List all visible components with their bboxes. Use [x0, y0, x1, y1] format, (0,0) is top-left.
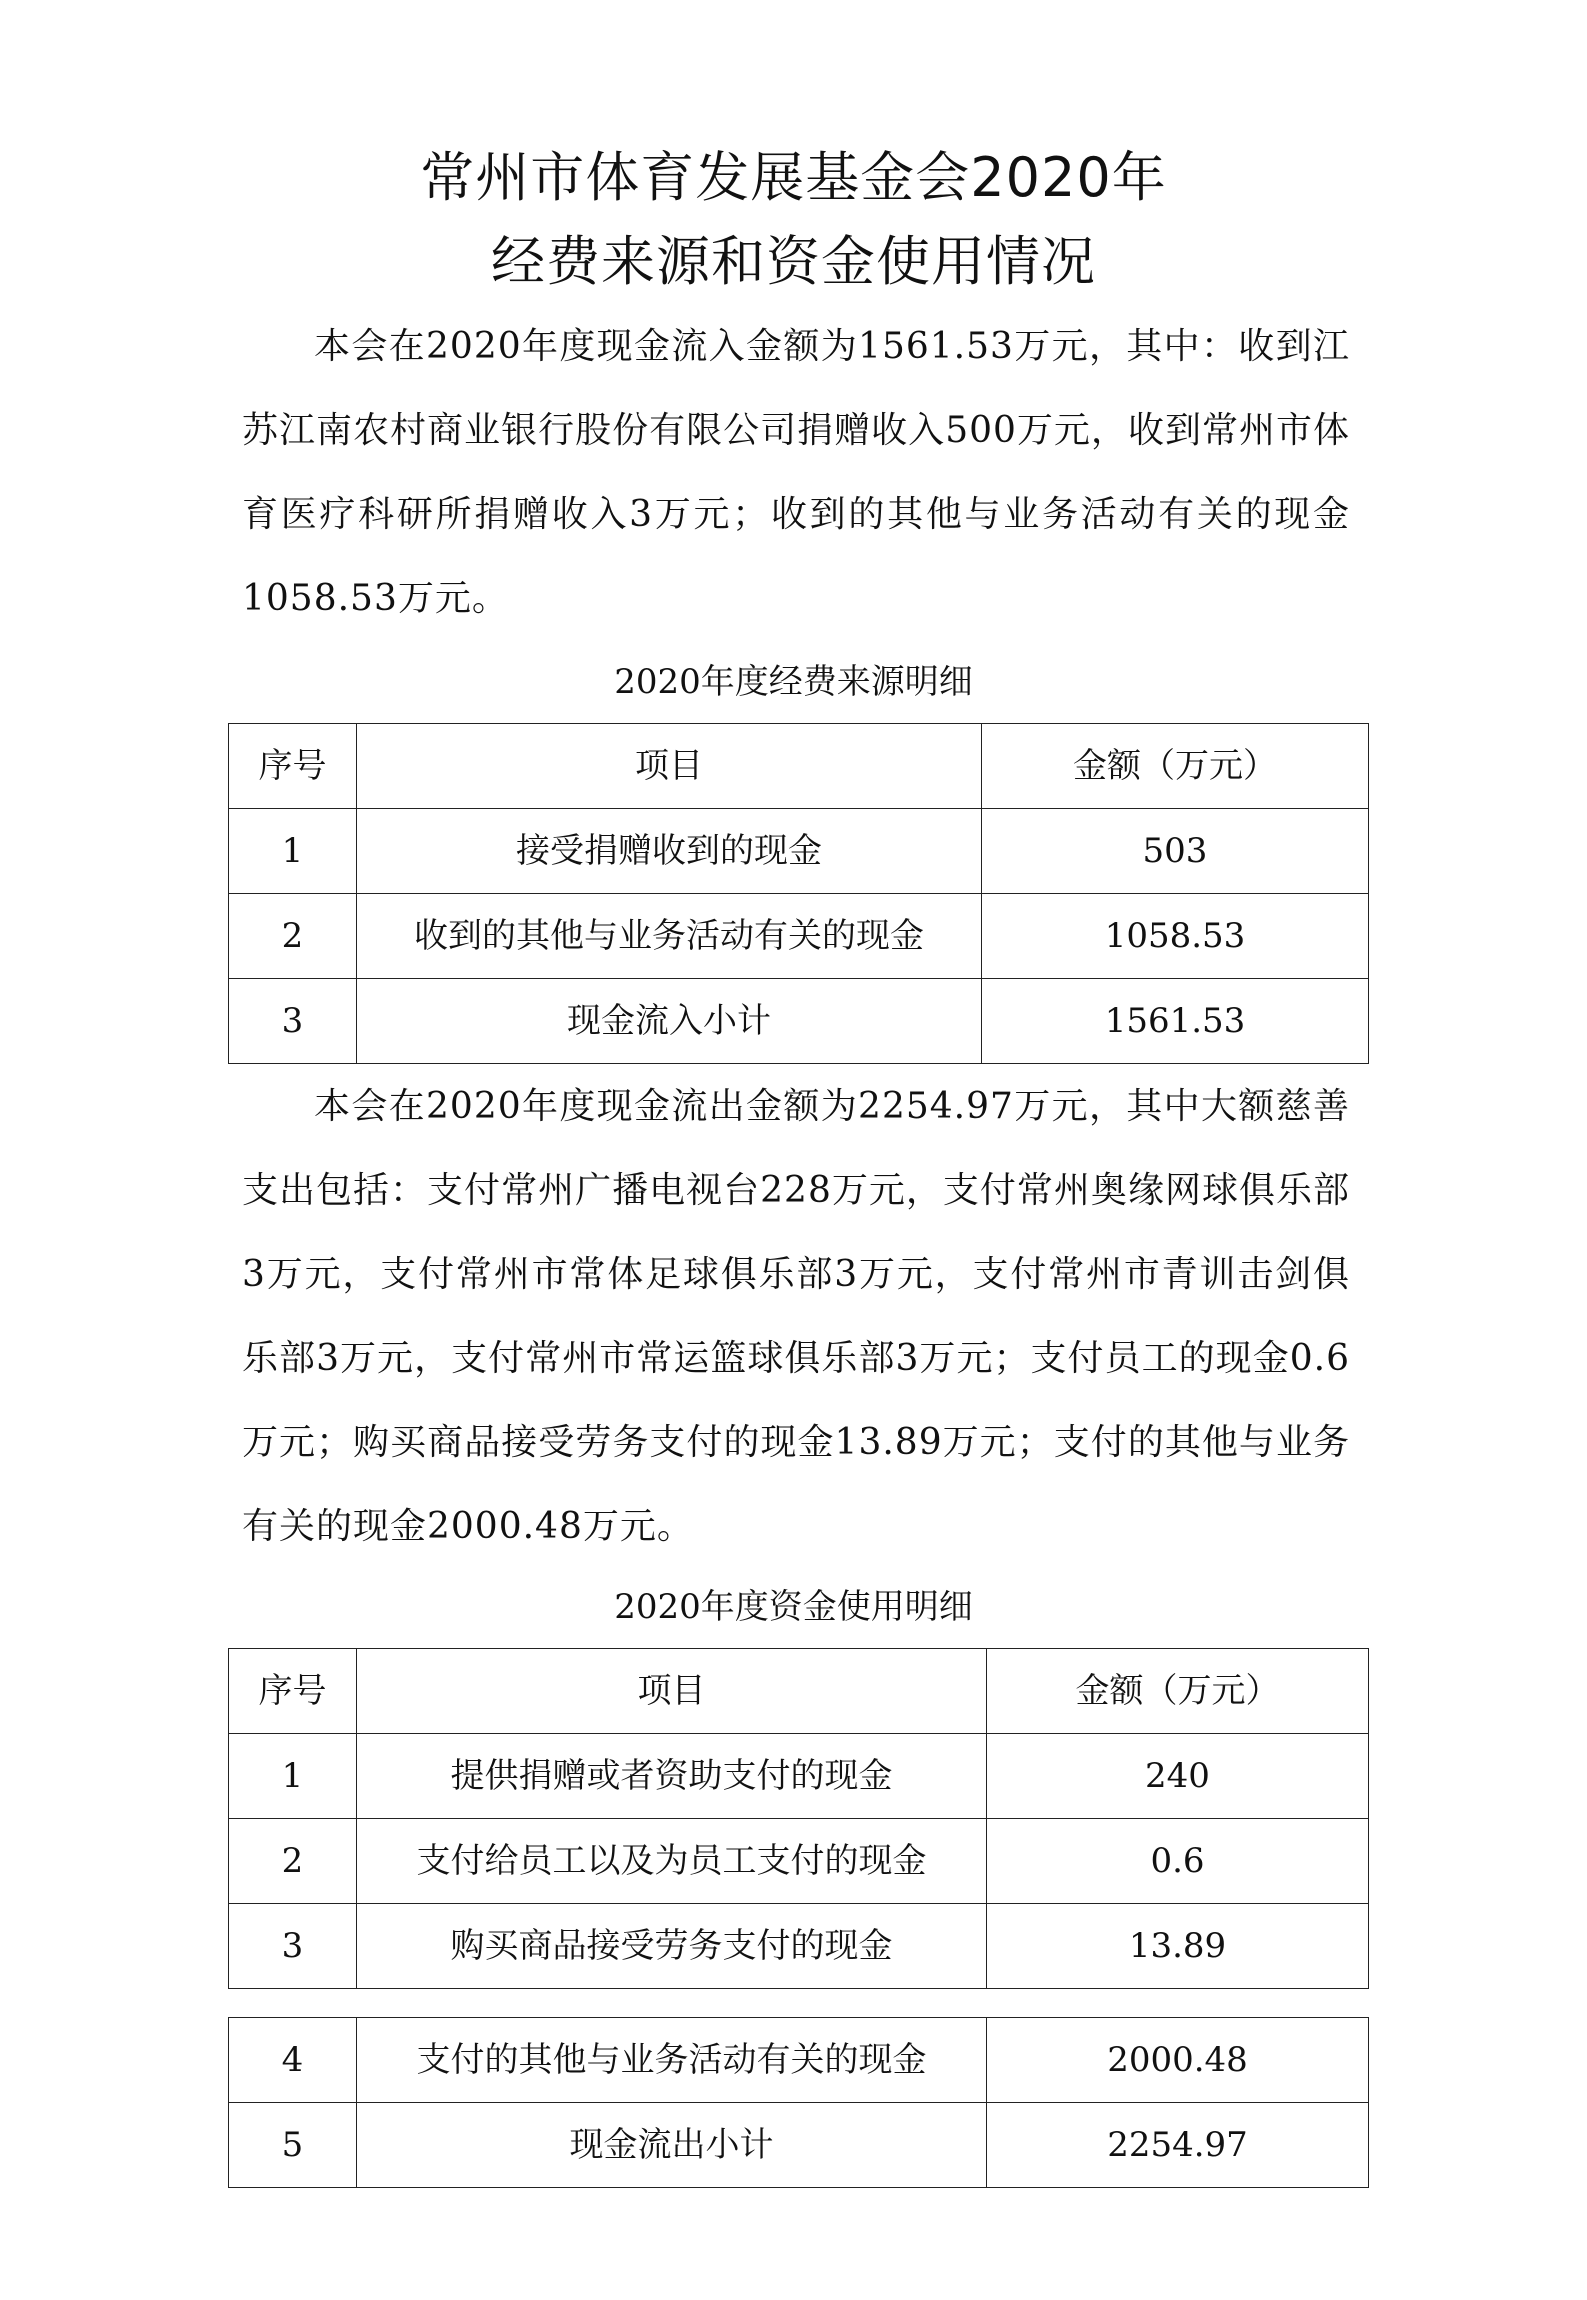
header-cell-amount: 金额（万元） — [982, 724, 1369, 809]
row-item: 提供捐赠或者资助支付的现金 — [357, 1734, 987, 1819]
header-cell-item: 项目 — [357, 724, 982, 809]
row-no: 5 — [229, 2103, 357, 2188]
table-row — [229, 1819, 1369, 1904]
header-cell-amount: 金额（万元） — [987, 1649, 1369, 1734]
header-cell-no: 序号 — [229, 1649, 357, 1734]
header-cell-no: 序号 — [229, 724, 357, 809]
row-amount: 240 — [987, 1734, 1369, 1819]
row-item: 购买商品接受劳务支付的现金 — [357, 1904, 987, 1989]
row-amount: 1058.53 — [982, 894, 1369, 979]
row-amount: 1561.53 — [982, 979, 1369, 1064]
income-paragraph: 本会在2020年度现金流入金额为1561.53万元，其中：收到江苏江南农村商业银行股份有限公司捐赠收入500万元，收到常州市体育医疗科研所捐赠收入3万元；收到的其他与业务活动有关的现金1058.53万元。 — [242, 326, 1350, 619]
table-header-row — [229, 1649, 1369, 1734]
row-no: 1 — [229, 809, 357, 894]
table-header-row — [229, 724, 1369, 809]
row-item: 现金流出小计 — [357, 2103, 987, 2188]
row-amount: 2000.48 — [987, 2018, 1369, 2103]
source-table — [228, 723, 1369, 1064]
row-amount: 2254.97 — [987, 2103, 1369, 2188]
row-no: 2 — [229, 894, 357, 979]
table-row — [229, 809, 1369, 894]
table-row — [229, 2103, 1369, 2188]
document-title-line2: 经费来源和资金使用情况 — [491, 230, 1096, 293]
row-amount: 0.6 — [987, 1819, 1369, 1904]
use-table-caption: 2020年度资金使用明细 — [614, 1587, 973, 1627]
table-row — [229, 979, 1369, 1064]
row-item: 接受捐赠收到的现金 — [357, 809, 982, 894]
document-title-line1: 常州市体育发展基金会2020年 — [420, 146, 1167, 209]
table-row — [229, 1904, 1369, 1989]
row-amount: 503 — [982, 809, 1369, 894]
row-no: 1 — [229, 1734, 357, 1819]
header-cell-item: 项目 — [357, 1649, 987, 1734]
row-item: 支付的其他与业务活动有关的现金 — [357, 2018, 987, 2103]
row-item: 收到的其他与业务活动有关的现金 — [357, 894, 982, 979]
expenditure-paragraph: 本会在2020年度现金流出金额为2254.97万元，其中大额慈善支出包括：支付常州广播电视台228万元，支付常州奥缘网球俱乐部3万元，支付常州市常体足球俱乐部3万元，支付常州市青训击剑俱乐部3万元，支付常州市常运篮球俱乐部3万元；支付员工的现金0.6万元；购买商品接受劳务支付的现金13.89万元；支付的其他与业务有关的现金2000.48万元。 — [242, 1086, 1350, 1547]
table-row — [229, 2018, 1369, 2103]
row-item: 支付给员工以及为员工支付的现金 — [357, 1819, 987, 1904]
table-row — [229, 894, 1369, 979]
row-no: 4 — [229, 2018, 357, 2103]
use-table-part1 — [228, 1648, 1369, 1989]
row-amount: 13.89 — [987, 1904, 1369, 1989]
use-table-part2 — [228, 2017, 1369, 2188]
row-no: 3 — [229, 979, 357, 1064]
row-item: 现金流入小计 — [357, 979, 982, 1064]
row-no: 2 — [229, 1819, 357, 1904]
table-row — [229, 1734, 1369, 1819]
row-no: 3 — [229, 1904, 357, 1989]
source-table-caption: 2020年度经费来源明细 — [614, 662, 973, 702]
